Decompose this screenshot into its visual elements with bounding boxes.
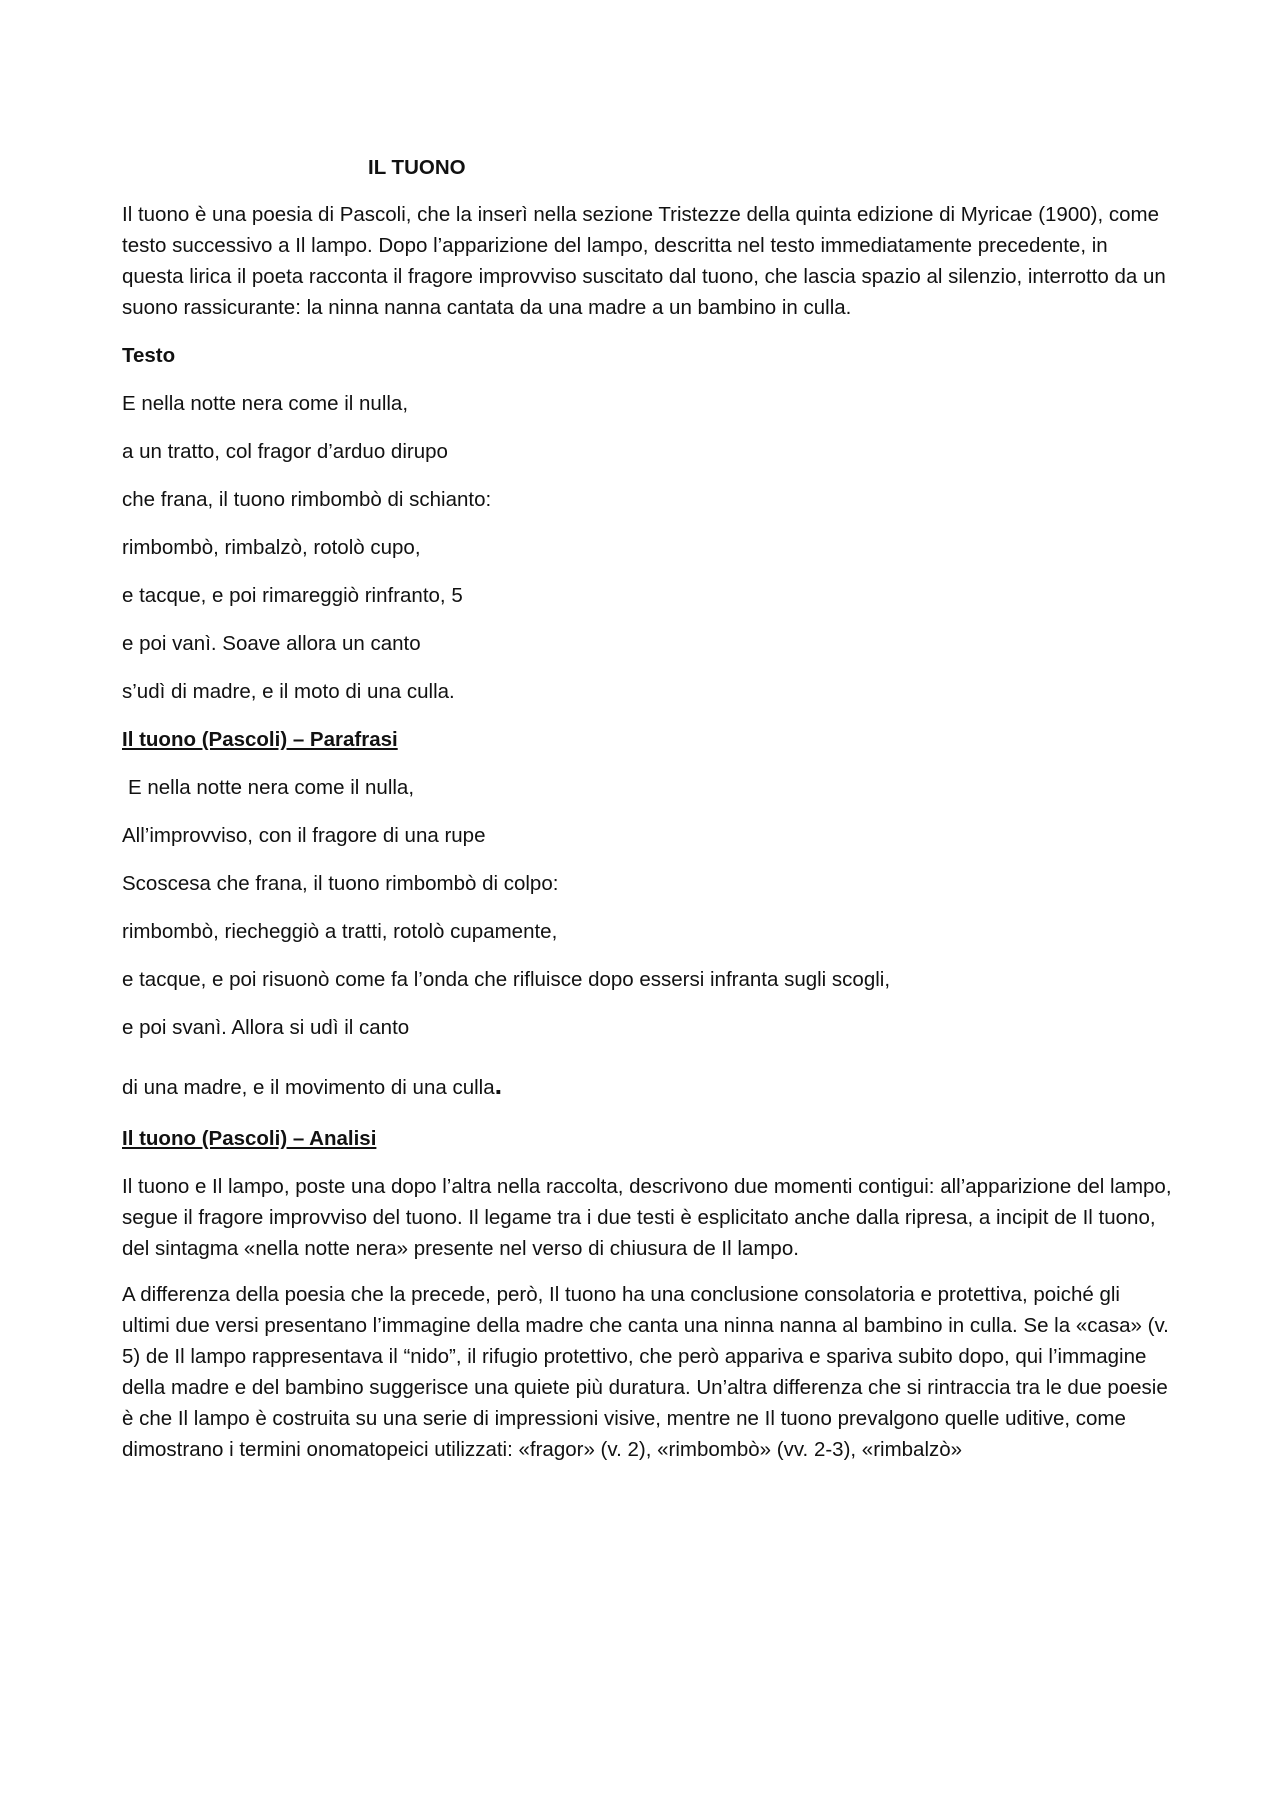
verse-line: a un tratto, col fragor d’arduo dirupo [122, 440, 448, 463]
parafrasi-line: e poi svanì. Allora si udì il canto [122, 1016, 410, 1039]
intro-paragraph: Il tuono è una poesia di Pascoli, che la inserì nella sezione Tristezze della quinta edizione di Myricae (1900), come testo successivo a Il lampo. Dopo l’apparizione del lampo, descritta nel testo immediatamente precedente, in questa lirica il poeta racconta il fragore improvviso suscitato dal tuono, che lascia spazio al silenzio, interrotto da un suono rassicurante: la ninna nanna cantata da una madre a un bambino in culla. [122, 203, 1166, 319]
parafrasi-last-punct: . [494, 1070, 503, 1100]
analisi-paragraph: A differenza della poesia che la precede, però, Il tuono ha una conclusione consolatoria e protettiva, poiché gli ultimi due versi presentano l’immagine della madre che canta una ninna nanna al bambino in culla. Se la «casa» (v. 5) de Il lampo rappresentava il “nido”, il rifugio protettivo, che però appariva e spariva subito dopo, qui l’immagine della madre e del bambino suggerisce una quiete più duratura. Un’altra differenza che si rintraccia tra le due poesie è che Il lampo è costruita su una serie di impressioni visive, mentre ne Il tuono prevalgono quelle uditive, come dimostrano i termini onomatopeici utilizzati: «fragor» (v. 2), «rimbombò» (vv. 2-3), «rimbalzò» [122, 1283, 1169, 1461]
parafrasi-line: rimbombò, riecheggiò a tratti, rotolò cupamente, [122, 920, 558, 943]
parafrasi-last-line [122, 1060, 1172, 1103]
parafrasi-text [122, 772, 1172, 1103]
document-body [122, 152, 1172, 1480]
poem-text [122, 388, 1172, 707]
analisi-paragraph: Il tuono e Il lampo, poste una dopo l’altra nella raccolta, descrivono due momenti contigui: all’apparizione del lampo, segue il fragore improvviso del tuono. Il legame tra i due testi è esplicitato anche dalla ripresa, a incipit de Il tuono, del sintagma «nella notte nera» presente nel verso di chiusura de Il lampo. [122, 1175, 1172, 1260]
verse-line: rimbombò, rimbalzò, rotolò cupo, [122, 536, 421, 559]
verse-line: e tacque, e poi rimareggiò rinfranto, 5 [122, 584, 463, 607]
verse-line: s’udì di madre, e il moto di una culla. [122, 680, 455, 703]
parafrasi-line: E nella notte nera come il nulla, [128, 776, 415, 799]
analisi-heading: Il tuono (Pascoli) – Analisi [122, 1127, 377, 1150]
document-title: IL TUONO [368, 156, 466, 179]
verse-line: e poi vanì. Soave allora un canto [122, 632, 421, 655]
verse-line: che frana, il tuono rimbombò di schianto: [122, 488, 492, 511]
parafrasi-line: Scoscesa che frana, il tuono rimbombò di colpo: [122, 872, 559, 895]
parafrasi-line: e tacque, e poi risuonò come fa l’onda che rifluisce dopo essersi infranta sugli scogli, [122, 968, 891, 991]
parafrasi-heading: Il tuono (Pascoli) – Parafrasi [122, 728, 398, 751]
testo-heading: Testo [122, 344, 176, 367]
verse-line: E nella notte nera come il nulla, [122, 392, 409, 415]
parafrasi-last-line-text: di una madre, e il movimento di una culla [122, 1076, 495, 1099]
parafrasi-line: All’improvviso, con il fragore di una rupe [122, 824, 486, 847]
